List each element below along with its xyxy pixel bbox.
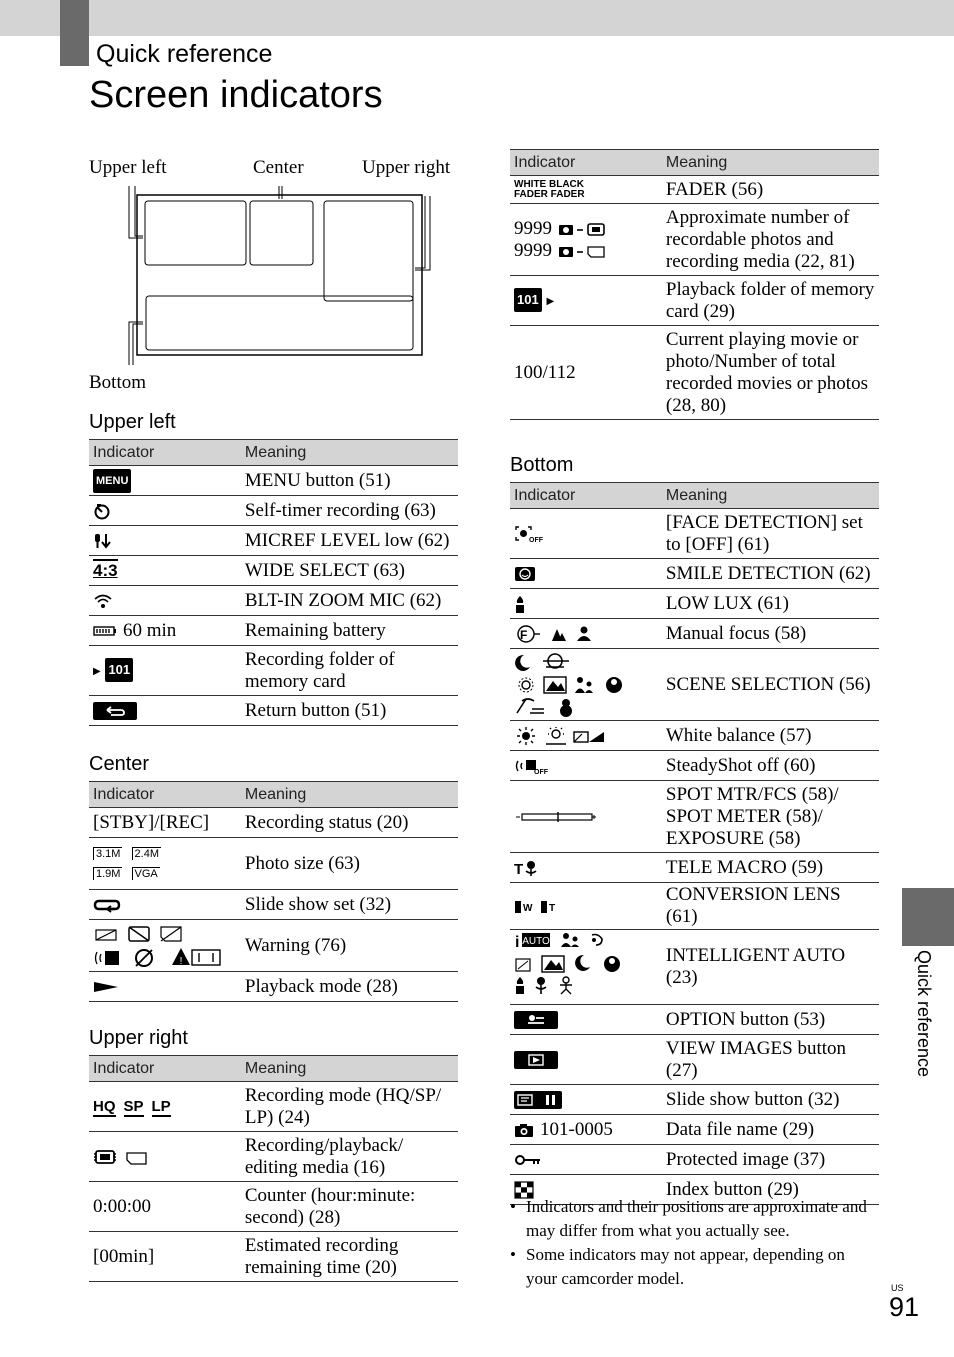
battery-icon bbox=[93, 625, 117, 637]
scene-selection-icon bbox=[514, 651, 626, 719]
table-row bbox=[510, 930, 879, 1005]
triangle-right-icon: ▶ bbox=[546, 296, 555, 307]
table-row bbox=[510, 883, 879, 930]
rec-mode-icon: HQ SP LP bbox=[93, 1098, 171, 1115]
playback-icon bbox=[93, 980, 119, 994]
photo-count: 9999 bbox=[514, 217, 552, 239]
table-row bbox=[89, 526, 458, 556]
diagram-label-center: Center bbox=[253, 157, 304, 178]
table-row bbox=[89, 1132, 458, 1182]
face-detect-off-icon bbox=[514, 525, 543, 545]
table-row bbox=[510, 276, 879, 326]
table-row bbox=[510, 781, 879, 853]
table-row bbox=[510, 176, 879, 204]
manual-focus-icon bbox=[514, 625, 594, 643]
meaning-cell: Data file name (29) bbox=[662, 1115, 879, 1145]
header-block bbox=[60, 0, 89, 66]
meaning-cell: BLT-IN ZOOM MIC (62) bbox=[241, 586, 458, 616]
svg-text:i: i bbox=[515, 934, 520, 951]
svg-text:W: W bbox=[523, 902, 533, 914]
low-lux-icon bbox=[514, 594, 526, 614]
wide-select-icon: 4:3 bbox=[93, 560, 118, 580]
diagram-label-upper-left: Upper left bbox=[89, 157, 167, 178]
side-tab bbox=[902, 888, 954, 946]
upper-right-table bbox=[89, 1055, 458, 1282]
meaning-cell: INTELLIGENT AUTO (23) bbox=[662, 930, 879, 1005]
indicator-cell: [STBY]/[REC] bbox=[89, 808, 241, 838]
battery-time: 60 min bbox=[123, 619, 177, 641]
meaning-cell: Estimated recording remaining time (20) bbox=[241, 1232, 458, 1282]
meaning-cell: SMILE DETECTION (62) bbox=[662, 559, 879, 589]
meaning-cell: SPOT MTR/FCS (58)/ SPOT METER (58)/ EXPOSURE (58) bbox=[662, 781, 879, 853]
page-number: 91 bbox=[889, 1292, 920, 1322]
meaning-cell: SteadyShot off (60) bbox=[662, 751, 879, 781]
meaning-cell: TELE MACRO (59) bbox=[662, 853, 879, 883]
table-row bbox=[89, 808, 458, 838]
table-row bbox=[510, 509, 879, 559]
table-row bbox=[89, 890, 458, 920]
meaning-cell: VIEW IMAGES button (27) bbox=[662, 1035, 879, 1085]
meaning-cell: MICREF LEVEL low (62) bbox=[241, 526, 458, 556]
note-item: • Indicators and their positions are approximate and may differ from what you actually see. bbox=[510, 1195, 878, 1243]
meaning-cell: Recording status (20) bbox=[241, 808, 458, 838]
meaning-cell: Warning (76) bbox=[241, 920, 458, 972]
svg-text:OFF: OFF bbox=[534, 769, 548, 777]
column-header-indicator: Indicator bbox=[89, 1056, 241, 1082]
meaning-cell: Return button (51) bbox=[241, 696, 458, 726]
bottom-table bbox=[510, 482, 879, 1205]
center-table bbox=[89, 781, 458, 1002]
fader-icon: WHITE BLACK FADER FADER bbox=[514, 178, 585, 200]
svg-text:F: F bbox=[520, 628, 528, 643]
column-header-indicator: Indicator bbox=[89, 782, 241, 808]
svg-text:T: T bbox=[514, 861, 524, 879]
menu-icon: MENU bbox=[93, 469, 131, 493]
table-row bbox=[510, 589, 879, 619]
meaning-cell: Photo size (63) bbox=[241, 838, 458, 890]
table-row bbox=[510, 619, 879, 649]
view-images-icon bbox=[514, 1051, 558, 1069]
media-icon bbox=[93, 1148, 149, 1166]
conversion-lens-icon bbox=[514, 898, 564, 916]
table-row bbox=[510, 204, 879, 276]
notes bbox=[510, 1195, 878, 1291]
svg-text:T: T bbox=[549, 902, 556, 914]
return-icon bbox=[93, 702, 137, 720]
table-row bbox=[89, 696, 458, 726]
meaning-cell: Remaining battery bbox=[241, 616, 458, 646]
table-row bbox=[89, 556, 458, 586]
upper-right-heading: Upper right bbox=[89, 1027, 188, 1049]
indicator-cell: 0:00:00 bbox=[89, 1182, 241, 1232]
svg-text:AUTO: AUTO bbox=[522, 936, 550, 947]
self-timer-icon bbox=[93, 502, 111, 520]
diagram-frame bbox=[89, 180, 459, 400]
diagram-label-bottom: Bottom bbox=[89, 372, 147, 393]
table-row bbox=[510, 721, 879, 751]
table-row bbox=[89, 616, 458, 646]
bottom-heading: Bottom bbox=[510, 454, 574, 476]
tele-macro-icon bbox=[514, 859, 540, 877]
table-row bbox=[89, 646, 458, 696]
table-row bbox=[89, 496, 458, 526]
note-item: • Some indicators may not appear, depending on your camcorder model. bbox=[510, 1243, 878, 1291]
table-row bbox=[510, 1035, 879, 1085]
warning-icon bbox=[93, 924, 223, 968]
meaning-cell: Recording folder of memory card bbox=[241, 646, 458, 696]
page-language: US bbox=[891, 1283, 904, 1293]
meaning-cell: Slide show button (32) bbox=[662, 1085, 879, 1115]
meaning-cell: Recording/playback/ editing media (16) bbox=[241, 1132, 458, 1182]
upper-right-table-continued bbox=[510, 149, 879, 420]
table-row bbox=[89, 1232, 458, 1282]
slideshow-button-icon bbox=[514, 1091, 562, 1109]
meaning-cell: Playback folder of memory card (29) bbox=[662, 276, 879, 326]
svg-text:!: ! bbox=[179, 955, 183, 967]
table-row bbox=[510, 1085, 879, 1115]
zoom-mic-icon bbox=[93, 593, 113, 609]
meaning-cell: LOW LUX (61) bbox=[662, 589, 879, 619]
data-file-name: 101-0005 bbox=[540, 1118, 613, 1140]
column-header-indicator: Indicator bbox=[510, 150, 662, 176]
spot-meter-icon bbox=[514, 811, 598, 823]
protect-key-icon bbox=[514, 1154, 542, 1166]
column-header-meaning: Meaning bbox=[662, 483, 879, 509]
micref-icon bbox=[93, 532, 111, 550]
column-header-meaning: Meaning bbox=[241, 782, 458, 808]
meaning-cell: Manual focus (58) bbox=[662, 619, 879, 649]
column-header-meaning: Meaning bbox=[241, 1056, 458, 1082]
table-row bbox=[510, 649, 879, 721]
meaning-cell: [FACE DETECTION] set to [OFF] (61) bbox=[662, 509, 879, 559]
meaning-cell: MENU button (51) bbox=[241, 466, 458, 496]
steadyshot-off-icon bbox=[514, 757, 548, 775]
table-row bbox=[89, 1082, 458, 1132]
column-header-meaning: Meaning bbox=[241, 440, 458, 466]
meaning-cell: Index button (29) bbox=[662, 1175, 879, 1205]
table-row bbox=[89, 838, 458, 890]
option-icon bbox=[514, 1011, 558, 1029]
meaning-cell: Counter (hour:minute: second) (28) bbox=[241, 1182, 458, 1232]
indicator-cell: 100/112 bbox=[510, 326, 662, 420]
rec-folder-icon: 101 bbox=[105, 658, 133, 682]
meaning-cell: WIDE SELECT (63) bbox=[241, 556, 458, 586]
camera-icon bbox=[514, 1122, 534, 1138]
photo-count: 9999 bbox=[514, 239, 552, 261]
meaning-cell: Recording mode (HQ/SP/ LP) (24) bbox=[241, 1082, 458, 1132]
play-folder-icon: 101 bbox=[514, 288, 542, 312]
meaning-cell: Approximate number of recordable photos and recording media (22, 81) bbox=[662, 204, 879, 276]
upper-left-heading: Upper left bbox=[89, 411, 176, 433]
indicator-cell: [00min] bbox=[89, 1232, 241, 1282]
table-row bbox=[510, 1145, 879, 1175]
meaning-cell: OPTION button (53) bbox=[662, 1005, 879, 1035]
meaning-cell: FADER (56) bbox=[662, 176, 879, 204]
intelligent-auto-icon bbox=[514, 931, 658, 1003]
table-row bbox=[89, 586, 458, 616]
triangle-right-icon: ▶ bbox=[93, 666, 101, 677]
photo-count-card-icon bbox=[557, 244, 609, 258]
table-row bbox=[89, 972, 458, 1002]
diagram-label-upper-right: Upper right bbox=[362, 157, 451, 178]
table-row bbox=[89, 466, 458, 496]
meaning-cell: Slide show set (32) bbox=[241, 890, 458, 920]
header-bar bbox=[0, 0, 954, 36]
side-tab-label: Quick reference bbox=[914, 950, 934, 1078]
smile-detect-icon bbox=[514, 566, 536, 582]
center-heading: Center bbox=[89, 753, 150, 775]
column-header-meaning: Meaning bbox=[662, 150, 879, 176]
meaning-cell: SCENE SELECTION (56) bbox=[662, 649, 879, 721]
table-row bbox=[510, 751, 879, 781]
table-row bbox=[510, 326, 879, 420]
table-row bbox=[510, 853, 879, 883]
table-row bbox=[510, 1115, 879, 1145]
meaning-cell: White balance (57) bbox=[662, 721, 879, 751]
photo-size-icon: 3.1M 2.4M 1.9M VGA bbox=[93, 844, 237, 884]
white-balance-icon bbox=[514, 726, 614, 746]
table-row bbox=[89, 1182, 458, 1232]
slideshow-set-icon bbox=[93, 897, 121, 913]
column-header-indicator: Indicator bbox=[510, 483, 662, 509]
photo-count-icon bbox=[557, 222, 609, 236]
page-title: Screen indicators bbox=[89, 74, 383, 116]
meaning-cell: Protected image (37) bbox=[662, 1145, 879, 1175]
table-row bbox=[510, 559, 879, 589]
meaning-cell: Current playing movie or photo/Number of total recorded movies or photos (28, 80) bbox=[662, 326, 879, 420]
meaning-cell: CONVERSION LENS (61) bbox=[662, 883, 879, 930]
screen-layout-diagram bbox=[89, 150, 459, 400]
upper-left-table bbox=[89, 439, 458, 726]
table-row bbox=[89, 920, 458, 972]
column-header-indicator: Indicator bbox=[89, 440, 241, 466]
meaning-cell: Playback mode (28) bbox=[241, 972, 458, 1002]
table-row bbox=[510, 1005, 879, 1035]
section-label: Quick reference bbox=[96, 40, 273, 68]
meaning-cell: Self-timer recording (63) bbox=[241, 496, 458, 526]
svg-text:OFF: OFF bbox=[529, 537, 543, 545]
